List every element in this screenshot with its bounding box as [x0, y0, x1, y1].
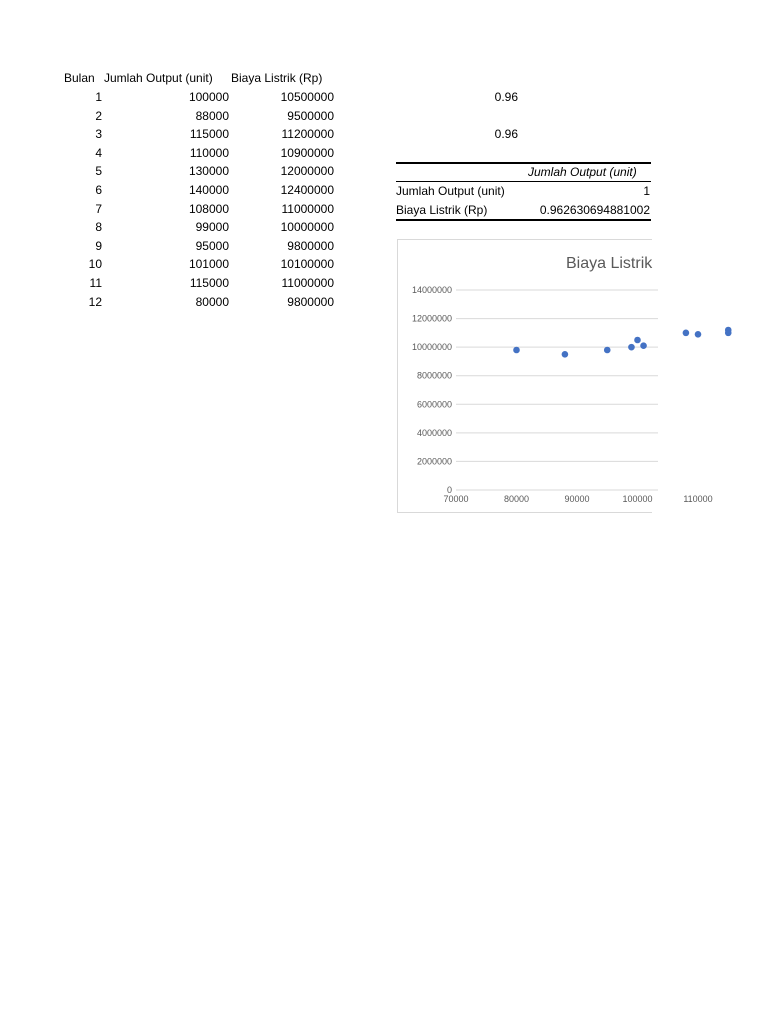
cell-jumlah-output[interactable]: 108000	[188, 201, 229, 216]
cell-jumlah-output[interactable]: 115000	[189, 127, 229, 142]
chart-plot-area	[398, 240, 713, 512]
y-tick-label: 8000000	[416, 370, 452, 381]
cell-jumlah-output[interactable]: 140000	[188, 183, 229, 197]
cell-biaya-listrik[interactable]: 9800000	[287, 238, 334, 253]
cell-biaya-listrik[interactable]: 11200000	[281, 127, 334, 142]
cell-biaya-listrik[interactable]: 10900000	[280, 145, 334, 160]
cell-jumlah-output[interactable]: 99000	[195, 220, 229, 235]
cell-bulan[interactable]: 10	[88, 257, 102, 272]
data-point[interactable]	[695, 331, 702, 338]
cell-bulan[interactable]: 7	[95, 201, 102, 216]
data-point[interactable]	[628, 344, 635, 351]
cell-jumlah-output[interactable]: 95000	[195, 238, 229, 253]
correlation-bottom-border	[396, 219, 651, 221]
chart-title[interactable]: Biaya Listrik	[566, 255, 653, 272]
x-tick-label: 90000	[564, 494, 590, 504]
y-tick-label: 2000000	[416, 456, 452, 467]
value-cell-2[interactable]: 0.96	[494, 127, 518, 141]
y-tick-label: 12000000	[411, 313, 452, 324]
y-tick-label: 4000000	[416, 427, 452, 438]
correlation-row-label-1[interactable]: Jumlah Output (unit)	[396, 184, 505, 198]
cell-bulan[interactable]: 3	[95, 127, 102, 142]
cell-biaya-listrik[interactable]: 12400000	[280, 183, 334, 197]
cell-biaya-listrik[interactable]: 10100000	[280, 257, 334, 272]
cell-bulan[interactable]: 11	[89, 276, 102, 290]
cell-bulan[interactable]: 4	[95, 145, 102, 160]
cell-bulan[interactable]: 1	[95, 90, 102, 104]
cell-jumlah-output[interactable]: 100000	[188, 90, 229, 104]
cell-biaya-listrik[interactable]: 10000000	[280, 220, 334, 235]
data-point[interactable]	[513, 347, 520, 354]
cell-jumlah-output[interactable]: 115000	[189, 276, 229, 290]
x-tick-label: 110000	[683, 494, 713, 504]
data-point[interactable]	[640, 342, 647, 349]
x-tick-label: 80000	[503, 494, 530, 504]
cell-biaya-listrik[interactable]: 9800000	[287, 294, 334, 309]
correlation-column-header[interactable]: Jumlah Output (unit)	[528, 165, 637, 179]
cell-jumlah-output[interactable]: 101000	[188, 257, 229, 272]
cell-jumlah-output[interactable]: 80000	[195, 294, 229, 309]
cell-bulan[interactable]: 8	[95, 220, 102, 235]
header-bulan[interactable]: Bulan	[64, 71, 95, 85]
data-point[interactable]	[562, 351, 569, 358]
cell-bulan[interactable]: 2	[95, 108, 102, 123]
scatter-chart[interactable]	[397, 239, 713, 513]
data-point[interactable]	[725, 330, 732, 337]
header-biaya-listrik[interactable]: Biaya Listrik (Rp)	[231, 71, 323, 85]
value-cell-1[interactable]: 0.96	[494, 90, 518, 104]
y-tick-label: 10000000	[411, 342, 452, 353]
cell-biaya-listrik[interactable]: 11000000	[281, 276, 334, 290]
x-tick-label: 100000	[622, 494, 653, 504]
x-tick-label: 70000	[443, 494, 469, 504]
header-jumlah-output[interactable]: Jumlah Output (unit)	[104, 71, 213, 85]
cell-biaya-listrik[interactable]: 11000000	[281, 201, 334, 216]
cell-bulan[interactable]: 12	[88, 294, 102, 309]
cell-jumlah-output[interactable]: 88000	[195, 108, 229, 123]
data-point[interactable]	[683, 330, 690, 337]
correlation-row-label-2[interactable]: Biaya Listrik (Rp)	[396, 203, 488, 217]
cell-biaya-listrik[interactable]: 12000000	[280, 164, 334, 179]
cell-bulan[interactable]: 6	[95, 183, 102, 197]
y-tick-label: 6000000	[416, 399, 452, 410]
cell-jumlah-output[interactable]: 130000	[188, 164, 229, 179]
y-tick-label: 14000000	[411, 285, 452, 295]
cell-jumlah-output[interactable]: 110000	[189, 145, 229, 160]
cell-biaya-listrik[interactable]: 9500000	[287, 108, 334, 123]
cell-bulan[interactable]: 5	[95, 164, 102, 179]
cell-bulan[interactable]: 9	[95, 238, 102, 253]
cell-biaya-listrik[interactable]: 10500000	[280, 90, 334, 104]
correlation-row-value-2[interactable]: 0.962630694881002	[539, 203, 650, 217]
data-point[interactable]	[634, 337, 641, 344]
data-point[interactable]	[604, 347, 611, 354]
correlation-row-value-1[interactable]: 1	[643, 184, 650, 198]
y-tick-label: 0	[446, 485, 452, 495]
